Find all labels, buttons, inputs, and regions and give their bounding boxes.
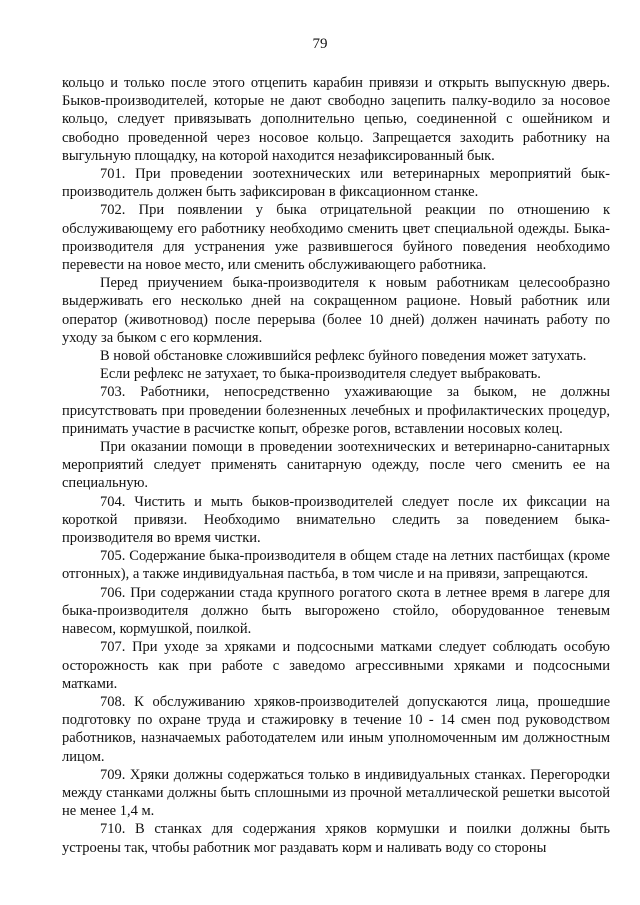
- paragraph: Если рефлекс не затухает, то быка-производителя следует выбраковать.: [100, 366, 541, 383]
- paragraph: кольцо и только после этого отцепить карабин привязи и открыть выпускную дверь. Быков-производителей, которые не дают свободно зацепить палку-водило за носовое кольцо, следует привязывать дополнительно цепью, соединенной с ошейником и свободно проведенной через носовое кольцо. Запрещается заходить работнику на выгульную площадку, на которой находится незафиксированный бык.: [62, 75, 610, 164]
- paragraph: 704. Чистить и мыть быков-производителей следует после их фиксации на короткой привязи. Необходимо внимательно следить за поведением быка-производителя во время чистки.: [62, 493, 610, 547]
- document-body: [62, 74, 610, 857]
- paragraph: В новой обстановке сложившийся рефлекс буйного поведения может затухать.: [100, 348, 587, 365]
- paragraph: Перед приучением быка-производителя к новым работникам целесообразно выдерживать его несколько дней на сокращенном рационе. Новый работник или оператор (животновод) после перерыва (более 10 дней) должен начинать работу по уходу за быком с его кормления.: [62, 275, 610, 346]
- paragraph: 708. К обслуживанию хряков-производителей допускаются лица, прошедшие подготовку по охране труда и стажировку в течение 10 - 14 смен под руководством работников, назначаемых работодателем или иным уполномоченным им должностным лицом.: [62, 693, 610, 765]
- paragraph: 709. Хряки должны содержаться только в индивидуальных станках. Перегородки между станками должны быть сплошными из прочной металлической решетки высотой не менее 1,4 м.: [62, 766, 610, 820]
- paragraph: 705. Содержание быка-производителя в общем стаде на летних пастбищах (кроме отгонных), а также индивидуальная пастьба, в том числе и на привязи, запрещаются.: [62, 548, 610, 583]
- paragraph: 707. При уходе за хряками и подсосными матками следует соблюдать особую осторожность как при работе с заведомо агрессивными хряками и подсосными матками.: [62, 639, 610, 692]
- paragraph: 702. При появлении у быка отрицательной реакции по отношению к обслуживающему его работнику необходимо сменить цвет специальной одежды. Быка-производителя для устранения уже развившегося буйного поведения необходимо перевести на новое место, или сменить обслуживающего работника.: [62, 202, 610, 274]
- paragraph: 706. При содержании стада крупного рогатого скота в летнее время в лагере для быка-производителя должно быть выгорожено стойло, оборудованное теневым навесом, кормушкой, поилкой.: [62, 584, 610, 638]
- page-number: 79: [312, 36, 328, 52]
- paragraph: 710. В станках для содержания хряков кормушки и поилки должны быть устроены так, чтобы работник мог раздавать корм и наливать воду со стороны: [62, 821, 610, 856]
- paragraph: При оказании помощи в проведении зоотехнических и ветеринарно-санитарных мероприятий следует применять санитарную одежду, после чего сменить ее на специальную.: [62, 439, 610, 492]
- paragraph: 703. Работники, непосредственно ухаживающие за быком, не должны присутствовать при проведении болезненных лечебных и профилактических процедур, принимать участие в расчистке копыт, обрезке рогов, вставлении носовых колец.: [62, 384, 610, 437]
- paragraph: 701. При проведении зоотехнических или ветеринарных мероприятий бык-производитель должен быть зафиксирован в фиксационном станке.: [62, 166, 610, 201]
